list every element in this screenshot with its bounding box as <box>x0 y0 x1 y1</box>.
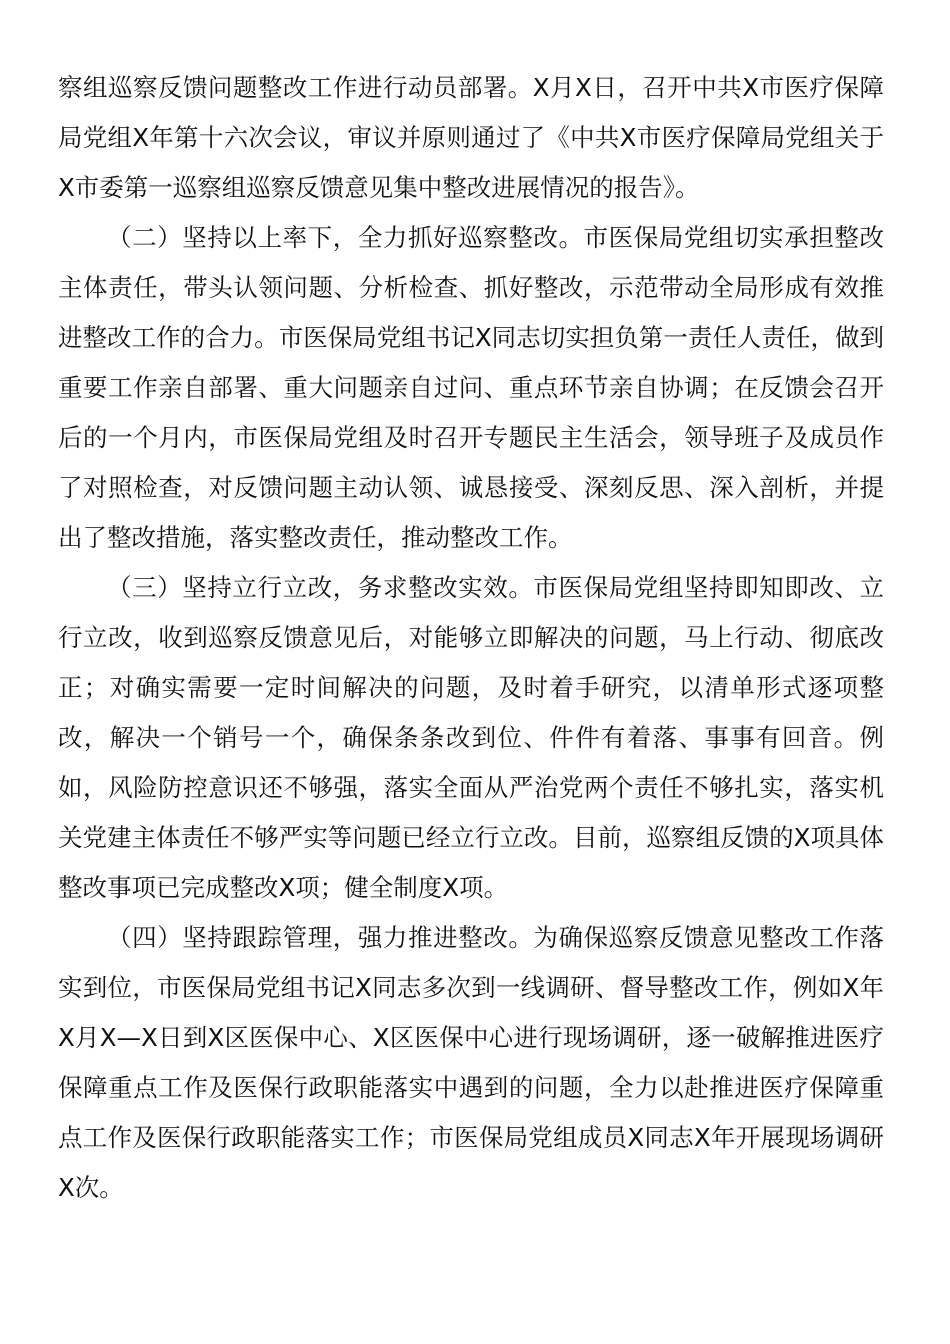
paragraph-section-3: （三）坚持立行立改，务求整改实效。市医保局党组坚持即知即改、立行立改，收到巡察反馈意见后，对能够立即解决的问题，马上行动、彻底改正；对确实需要一定时间解决的问题，及时着手研究，以清单形式逐项整改，解决一个销号一个，确保条条改到位、件件有着落、事事有回音。例如，风险防控意识还不够强，落实全面从严治党两个责任不够扎实，落实机关党建主体责任不够严实等问题已经立行立改。目前，巡察组反馈的X项具体整改事项已完成整改X项；健全制度X项。 <box>58 573 884 902</box>
paragraph-section-4: （四）坚持跟踪管理，强力推进整改。为确保巡察反馈意见整改工作落实到位，市医保局党组书记X同志多次到一线调研、督导整改工作，例如X年X月X—X日到X区医保中心、X区医保中心进行现场调研，逐一破解推进医疗保障重点工作及医保行政职能落实中遇到的问题，全力以赴推进医疗保障重点工作及医保行政职能落实工作；市医保局党组成员X同志X年开展现场调研X次。 <box>58 923 884 1202</box>
document-body <box>58 63 884 1213</box>
paragraph-section-2: （二）坚持以上率下，全力抓好巡察整改。市医保局党组切实承担整改主体责任，带头认领问题、分析检查、抓好整改，示范带动全局形成有效推进整改工作的合力。市医保局党组书记X同志切实担负第一责任人责任，做到重要工作亲自部署、重大问题亲自过问、重点环节亲自协调；在反馈会召开后的一个月内，市医保局党组及时召开专题民主生活会，领导班子及成员作了对照检查，对反馈问题主动认领、诚恳接受、深刻反思、深入剖析，并提出了整改措施，落实整改责任，推动整改工作。 <box>58 223 884 552</box>
paragraph-continuation: 察组巡察反馈问题整改工作进行动员部署。X月X日，召开中共X市医疗保障局党组X年第十六次会议，审议并原则通过了《中共X市医疗保障局党组关于X市委第一巡察组巡察反馈意见集中整改进展情况的报告》。 <box>58 73 884 202</box>
